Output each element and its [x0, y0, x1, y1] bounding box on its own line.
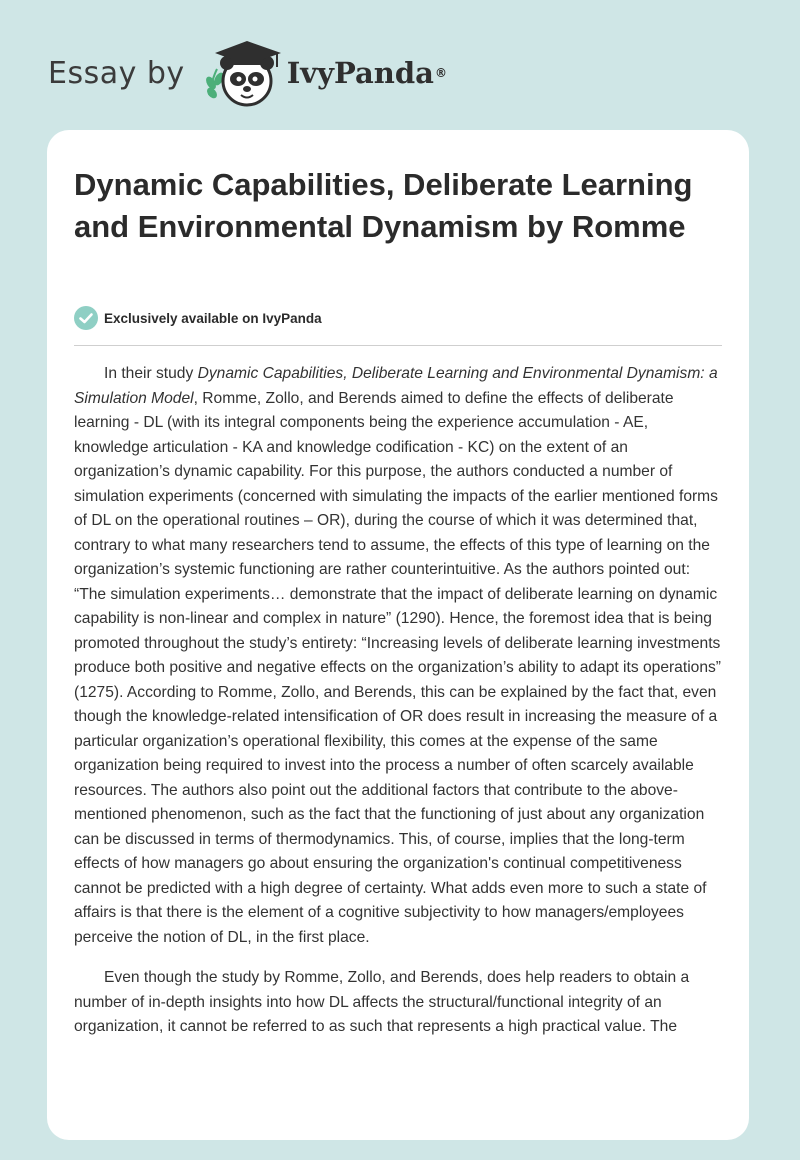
paragraph-1: [74, 362, 722, 950]
badge-label: Exclusively available on IvyPanda: [104, 310, 322, 326]
check-circle-icon: [74, 306, 98, 330]
exclusive-badge: [74, 306, 322, 330]
site-header: [48, 38, 447, 108]
brand-name[interactable]: IvyPanda: [286, 56, 434, 90]
essay-body: [74, 362, 722, 1056]
essay-title: Dynamic Capabilities, Deliberate Learning and Environmental Dynamism by Romme: [74, 167, 693, 244]
divider: [74, 345, 722, 346]
brand-prefix: Essay by: [48, 55, 185, 91]
panda-graduate-logo-icon[interactable]: [197, 37, 283, 109]
study-title: Dynamic Capabilities, Deliberate Learning and Environmental Dynamism: a Simulation Model: [74, 365, 718, 407]
paragraph-1-lead: In their study: [104, 365, 198, 382]
paragraph-2: Even though the study by Romme, Zollo, and Berends, does help readers to obtain a number of in-depth insights into how DL affects the structural/functional integrity of an organization, it cannot be referred to as such that represents a high practical value. The: [74, 969, 690, 1035]
paragraph-1-rest: , Romme, Zollo, and Berends aimed to define the effects of deliberate learning - DL (with its integral components being the experience accumulation - AE, knowledge articulation - KA and knowledge codification - KC) on the extent of an organization’s dynamic capability. For this purpose, the authors conducted a number of simulation experiments (concerned with simulating the impacts of the earlier mentioned forms of DL on the operational routines – OR), during the course of which it was determined that, contrary to what many researchers tend to assume, the effects of this type of learning on the organization’s systemic functioning are rather counterintuitive. As the authors pointed out: “The simulation experiments… demonstrate that the impact of deliberate learning on dynamic capability is non-linear and complex in nature” (1290). Hence, the foremost idea that is being promoted throughout the study’s entirety: “Increasing levels of deliberate learning investments produce both positive and negative effects on the organization’s ability to adapt its operations” (1275). According to Romme, Zollo, and Berends, this can be explained by the fact that, even though the knowledge-related intensification of OR does result in increasing the measure of a particular organization’s operational flexibility, this comes at the expense of the same organization being required to invest into the process a number of often scarcely available resources. The authors also point out the additional factors that contribute to the above-mentioned phenomenon, such as the fact that the functioning of just about any organization can be discussed in terms of thermodynamics. This, of course, implies that the long-term effects of how managers go about ensuring the organization's continual competitiveness cannot be predicted with a high degree of certainty. What adds even more to such a state of affairs is that there is the element of a cognitive subjectivity to how managers/employees perceive the notion of DL, in the first place.: [74, 389, 721, 946]
essay-card: [47, 130, 749, 1140]
registered-mark: ®: [434, 66, 447, 80]
